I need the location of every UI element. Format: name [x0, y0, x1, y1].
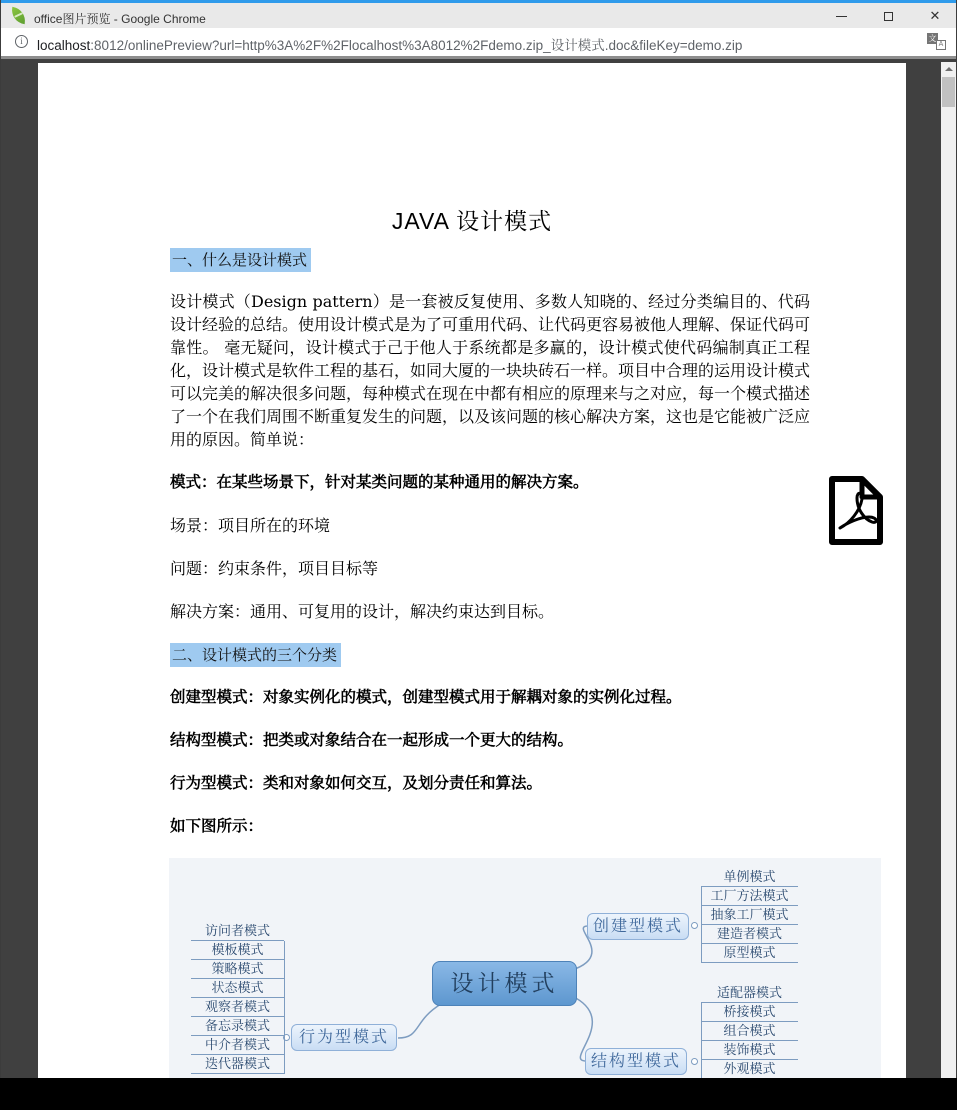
document-page — [38, 63, 906, 1078]
info-icon[interactable]: i — [15, 35, 28, 48]
maximize-button[interactable] — [871, 3, 905, 29]
mindmap-leaf: 建造者模式 — [701, 925, 798, 944]
mindmap-leaf: 备忘录模式 — [191, 1017, 284, 1036]
mindmap-leaf: 中介者模式 — [191, 1036, 284, 1055]
document-title: JAVA 设计模式 — [391, 208, 553, 234]
mindmap-leaf: 观察者模式 — [191, 998, 284, 1017]
scrollbar-thumb[interactable] — [942, 77, 955, 107]
mindmap-leaf: 组合模式 — [701, 1022, 798, 1041]
line-pattern-definition: 模式：在某些场景下，针对某类问题的某种通用的解决方案。 — [170, 474, 589, 491]
mindmap-leaf: 策略模式 — [191, 960, 284, 979]
structural-children — [701, 984, 798, 1078]
scroll-up-arrow-icon[interactable] — [941, 62, 956, 76]
minimize-button[interactable] — [824, 3, 858, 29]
connector-dot — [691, 922, 698, 929]
mindmap-leaf: 工厂方法模式 — [701, 887, 798, 906]
paragraph-intro: 设计模式（Design pattern）是一套被反复使用、多数人知晓的、经过分类编目的、代码设计经验的总结。使用设计模式是为了可重用代码、让代码更容易被他人理解、保证代码可靠性。 毫无疑问，设计模式于己于他人于系统都是多赢的，设计模式使代码编制真正工程化，设计模式是软件工程的基石，如同大厦的一块块砖石一样。项目中合理的运用设计模式可以完美的解决很多问题，每种模式在现在中都有相应的原理来与之对应，每一个模式描述了一个在我们周围不断重复发生的问题，以及该问题的核心解决方案，这也是它能被广泛应用的原因。简单说： — [170, 292, 811, 449]
close-button[interactable]: ✕ — [929, 8, 941, 23]
mindmap-leaf: 访问者模式 — [191, 922, 284, 941]
mindmap-figure — [169, 858, 881, 1078]
mindmap-node-behavioral: 行为型模式 — [291, 1024, 397, 1051]
mindmap-node-structural: 结构型模式 — [585, 1048, 687, 1075]
connector-dot — [691, 1058, 698, 1065]
line-scene: 场景：项目所在的环境 — [170, 516, 331, 535]
bracket-line — [701, 887, 702, 963]
line-problem: 问题：约束条件，项目目标等 — [170, 559, 379, 578]
url-host: localhost — [37, 38, 91, 53]
address-input[interactable] — [37, 34, 917, 54]
maximize-icon — [884, 12, 893, 21]
title-bar — [1, 0, 956, 28]
creational-children — [701, 868, 798, 963]
mindmap-leaf: 抽象工厂模式 — [701, 906, 798, 925]
mindmap-leaf: 状态模式 — [191, 979, 284, 998]
line-creational: 创建型模式：对象实例化的模式，创建型模式用于解耦对象的实例化过程。 — [170, 689, 682, 706]
mindmap-leaf: 原型模式 — [701, 944, 798, 963]
url-bar[interactable] — [1, 28, 956, 56]
translate-icon-front: A — [936, 40, 946, 50]
heading-what-is-design-pattern: 一、什么是设计模式 — [170, 248, 311, 272]
mindmap-root-node: 设计模式 — [432, 961, 577, 1006]
spring-leaf-icon — [10, 7, 27, 24]
mindmap-leaf: 模板模式 — [191, 941, 284, 960]
line-solution: 解决方案：通用、可复用的设计，解决约束达到目标。 — [170, 602, 555, 621]
bracket-line — [701, 1003, 702, 1078]
line-figure-intro: 如下图所示： — [170, 818, 264, 835]
line-behavioral: 行为型模式：类和对象如何交互，及划分责任和算法。 — [170, 775, 543, 792]
mindmap-leaf: 装饰模式 — [701, 1041, 798, 1060]
translate-icon-back: 文 — [928, 34, 937, 43]
window-title: office图片预览 - Google Chrome — [34, 12, 206, 26]
preview-viewport — [1, 56, 956, 1078]
mindmap-leaf: 外观模式 — [701, 1060, 798, 1078]
vertical-scrollbar[interactable] — [941, 62, 956, 1078]
bracket-line — [284, 941, 285, 1074]
mindmap-leaf: 单例模式 — [701, 868, 798, 887]
mindmap-leaf: 桥接模式 — [701, 1003, 798, 1022]
pdf-file-icon[interactable] — [823, 472, 889, 549]
heading-three-categories: 二、设计模式的三个分类 — [170, 643, 341, 667]
line-structural: 结构型模式：把类或对象结合在一起形成一个更大的结构。 — [170, 732, 574, 749]
url-path: :8012/onlinePreview?url=http%3A%2F%2Flocalhost%3A8012%2Fdemo.zip_设计模式.doc&fileKey=demo.zip — [90, 38, 743, 53]
translate-icon[interactable] — [927, 33, 946, 50]
behavioral-children — [191, 922, 284, 1074]
mindmap-node-creational: 创建型模式 — [587, 913, 689, 940]
mindmap-leaf: 适配器模式 — [701, 984, 798, 1003]
minimize-icon — [836, 16, 847, 17]
mindmap-leaf: 迭代器模式 — [191, 1055, 284, 1074]
